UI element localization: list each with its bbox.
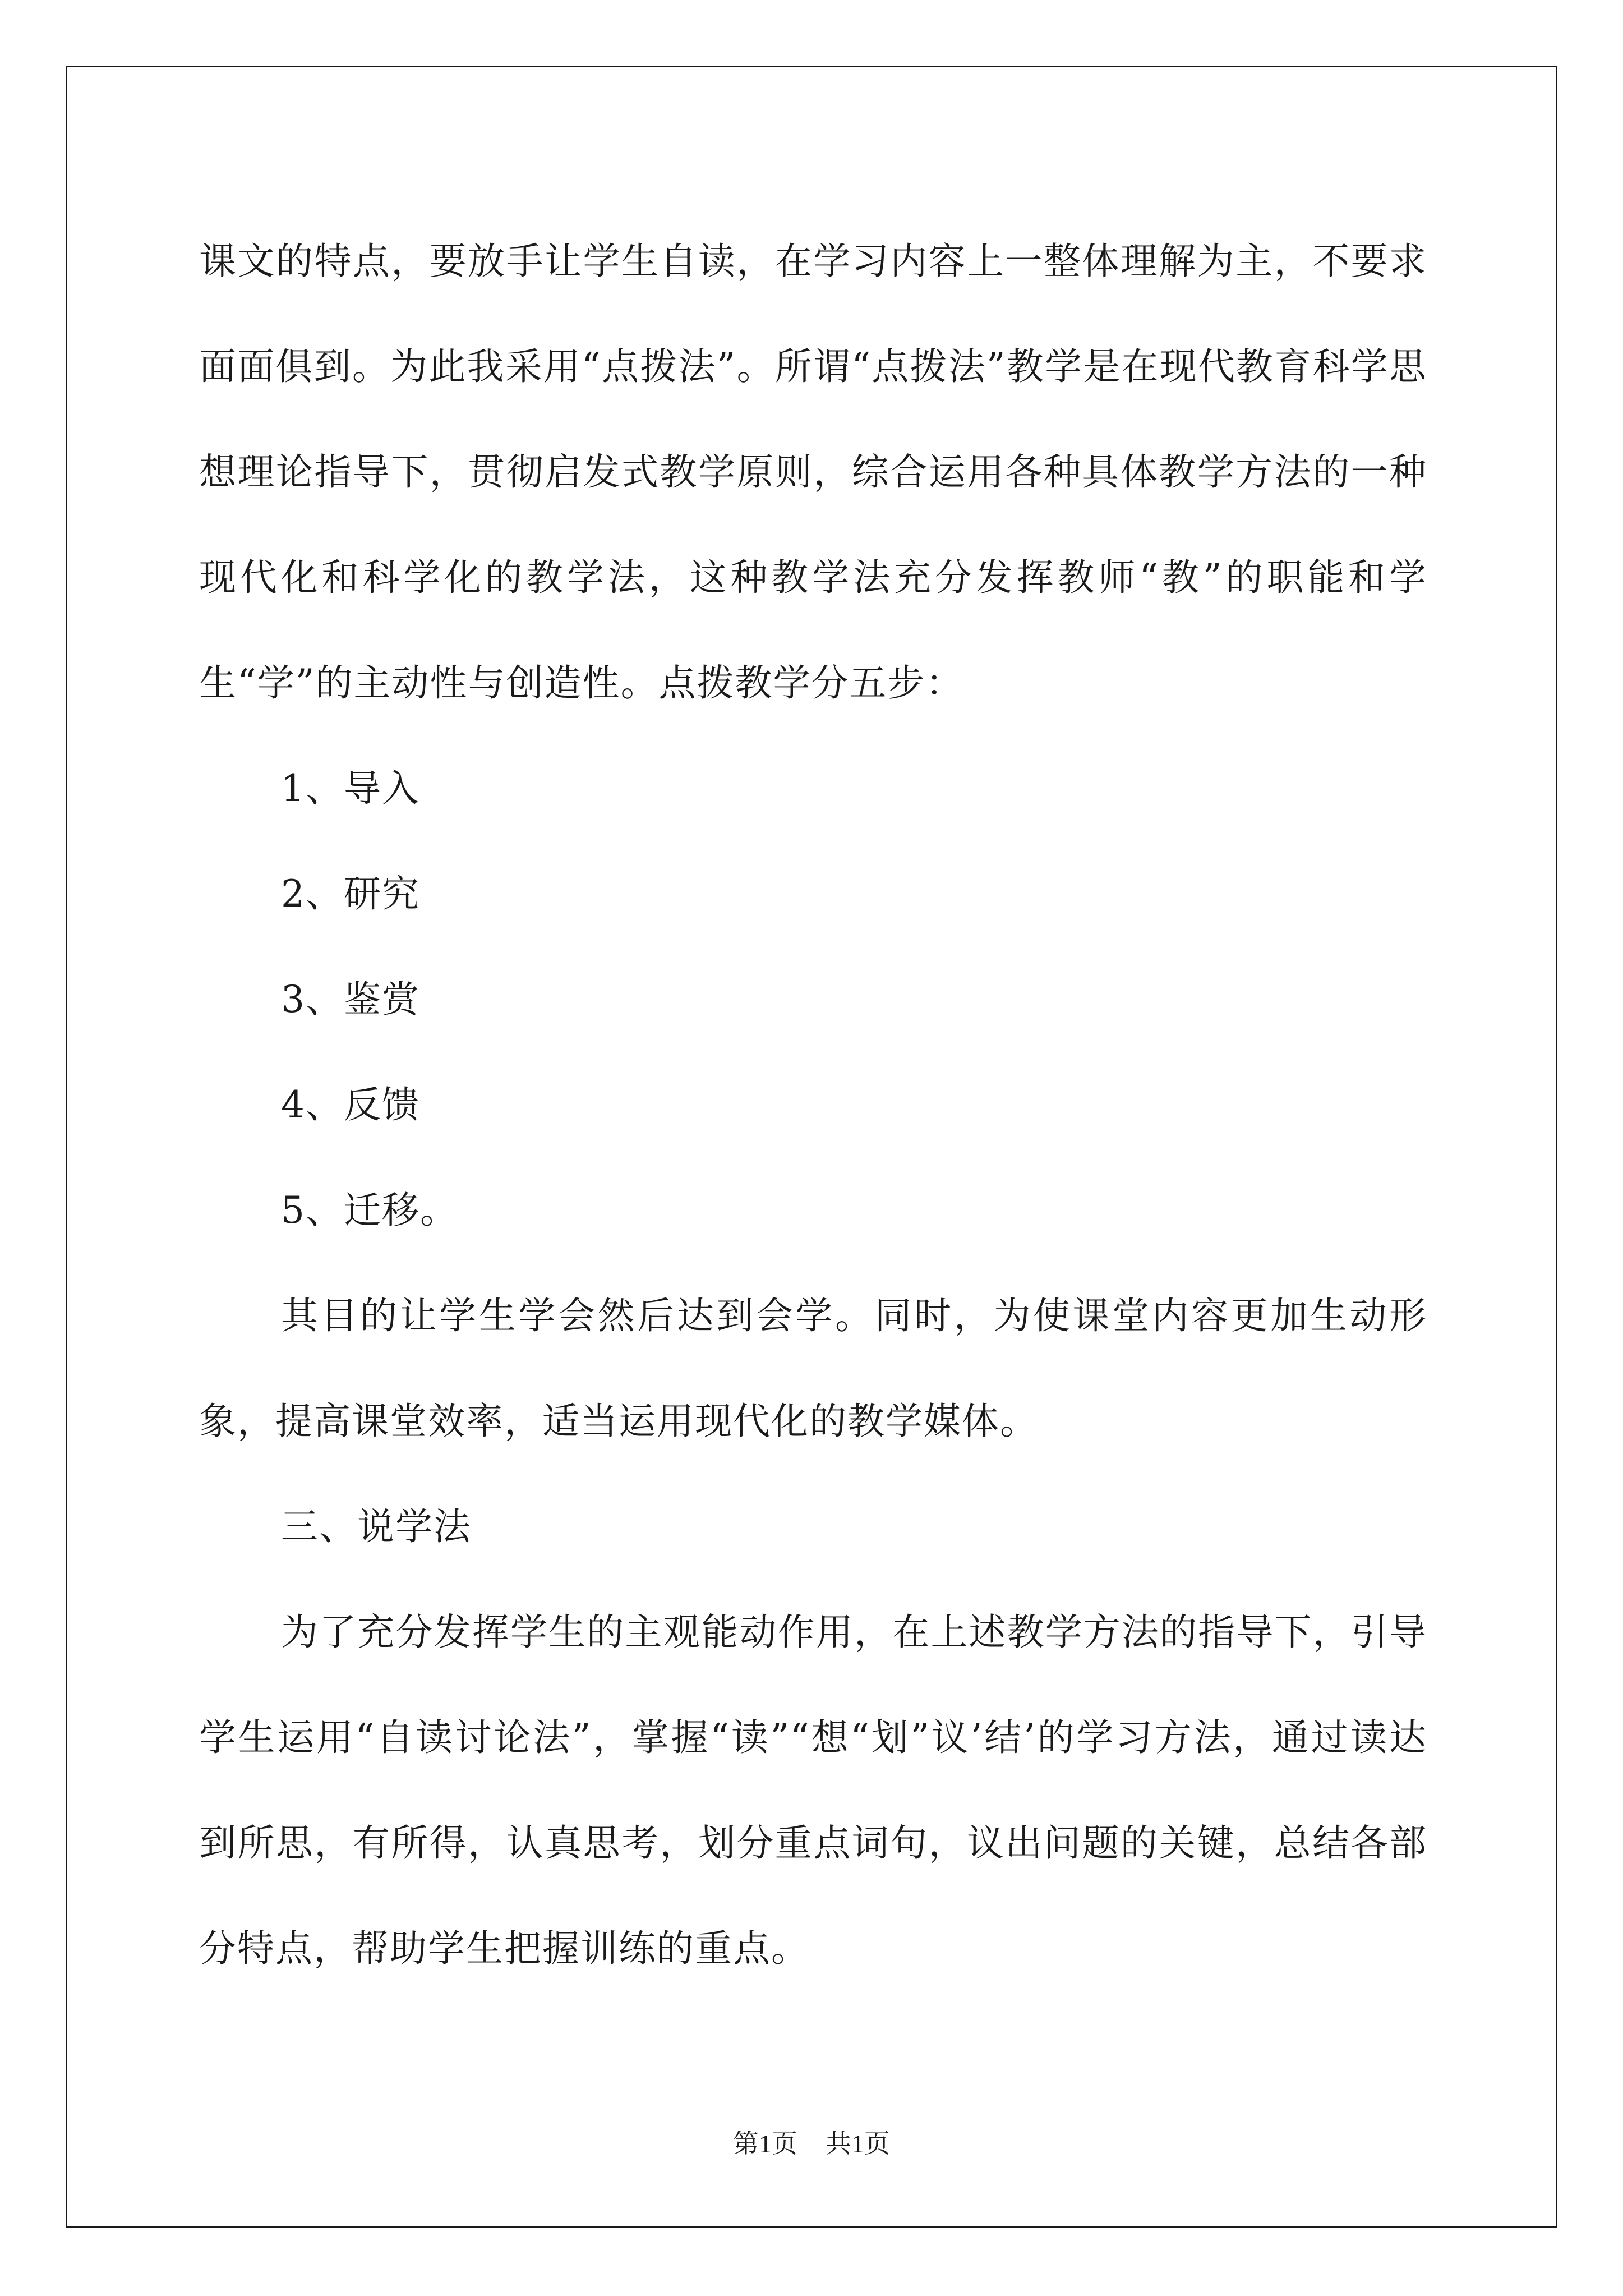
page-total-label: 共1页: [826, 2129, 890, 2158]
page-number-label: 第1页: [733, 2129, 797, 2158]
list-item-step-5: 5、迁移。: [281, 1189, 458, 1232]
paragraph-learning-method: 为了充分发挥学生的主观能动作用，在上述教学方法的指导下，引导学生运用“自读讨论法”，掌握“读”“想“划”议’结’的学习方法，通过读达到所思，有所得，认真思考，划分重点词句，议出问题的关键，总结各部分特点，帮助学生把握训练的重点。: [199, 1611, 1427, 1970]
paragraph-purpose: 其目的让学生学会然后达到会学。同时，为使课堂内容更加生动形象，提高课堂效率，适当运用现代化的教学媒体。: [199, 1294, 1427, 1443]
section-heading-learning-method: 三、说学法: [281, 1505, 472, 1548]
list-item-step-3: 3、鉴赏: [281, 978, 420, 1021]
document-body: [199, 209, 1427, 2001]
paragraph-teaching-method: 课文的特点，要放手让学生自读，在学习内容上一整体理解为主，不要求面面俱到。为此我采用“点拨法”。所谓“点拨法”教学是在现代教育科学思想理论指导下，贯彻启发式教学原则，综合运用各种具体教学方法的一种现代化和科学化的教学法，这种教学法充分发挥教师“教”的职能和学生“学”的主动性与创造性。点拨教学分五步：: [199, 240, 1427, 705]
page-footer: [0, 2127, 1623, 2161]
list-item-step-4: 4、反馈: [281, 1083, 420, 1126]
list-item-step-1: 1、导入: [281, 767, 420, 810]
list-item-step-2: 2、研究: [281, 872, 420, 915]
